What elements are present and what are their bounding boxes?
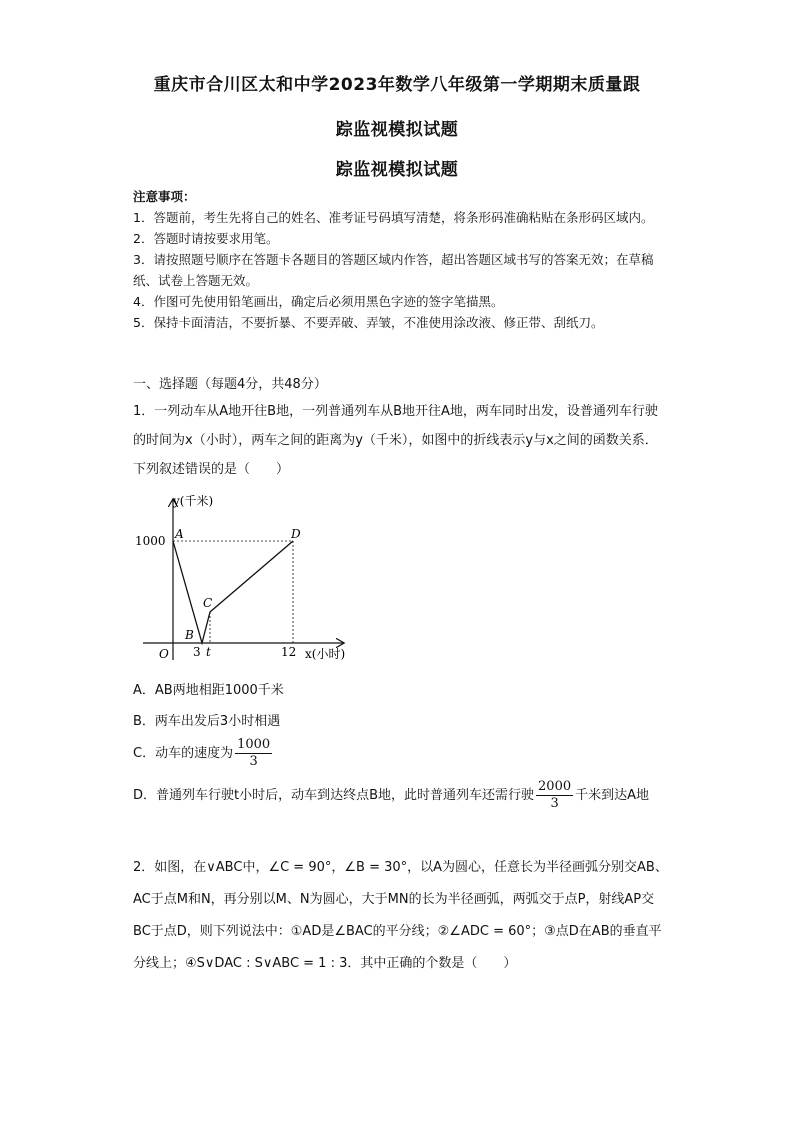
x-tick-12: 12 (281, 645, 297, 659)
note-item: 4．作图可先使用铅笔画出，确定后必须用黑色字迹的签字笔描黑。 (133, 294, 504, 309)
option-d-suffix: 千米到达A地 (575, 788, 650, 803)
fraction (235, 737, 272, 770)
fraction (536, 779, 573, 812)
note-item: 5．保持卡面清洁，不要折暴、不要弄破、弄皱，不准使用涂改液、修正带、刮纸刀。 (133, 315, 604, 330)
question-1-option-d (133, 779, 673, 812)
question-2-stem: 2．如图，在∨ABC中，∠C = 90°，∠B = 30°，以A为圆心，任意长为半径画弧分别交AB、AC于点M和N，再分别以M、N为圆心，大于MN的长为半径画弧，两弧交于点P，射线AP交BC于点D，则下列说法中：①AD是∠BAC的平分线；②∠ADC = 60°；③点D在AB的垂直平分线上；④S∨DAC : S∨ABC = 1 : 3．其中正确的个数是（ ） (133, 860, 668, 971)
section-heading: 一、选择题（每题4分，共48分） (133, 377, 327, 392)
origin-label: O (159, 647, 169, 661)
notes-heading: 注意事项： (133, 189, 196, 204)
option-c-text: C．动车的速度为 (133, 746, 234, 761)
question-1-stem: 1．一列动车从A地开往B地，一列普通列车从B地开往A地，两车同时出发，设普通列车行驶的时间为x（小时），两车之间的距离为y（千米），如图中的折线表示y与x之间的函数关系．下列叙述错误的是（ ） (133, 404, 658, 477)
y-tick-1000: 1000 (135, 534, 166, 548)
question-1-option-a: A．AB两地相距1000千米 (133, 683, 284, 698)
y-axis-label: y(千米) (173, 494, 214, 508)
point-c-label: C (203, 596, 213, 610)
exam-title-line2: 踪监视模拟试题 (335, 120, 459, 140)
option-d-text: D．普通列车行驶t小时后，动车到达终点B地，此时普通列车还需行驶 (133, 788, 535, 803)
fraction-numerator: 2000 (538, 779, 572, 794)
point-d-label: D (291, 527, 301, 541)
point-a-label: A (175, 527, 184, 541)
x-tick-3: 3 (193, 645, 201, 659)
x-tick-t: t (206, 645, 211, 659)
note-item: 1．答题前，考生先将自己的姓名、准考证号码填写清楚，将条形码准确粘贴在条形码区域内。 (133, 210, 654, 225)
notes-block (133, 186, 673, 333)
fraction-denominator: 3 (550, 796, 559, 811)
exam-title-line1: 重庆市合川区太和中学2023年数学八年级第一学期期末质量跟 (153, 75, 641, 95)
point-b-label: B (185, 628, 194, 642)
note-item: 3．请按照题号顺序在答题卡各题目的答题区域内作答，超出答题区域书写的答案无效；在草稿纸、试卷上答题无效。 (133, 252, 654, 288)
question-1-option-b: B．两车出发后3小时相遇 (133, 714, 281, 729)
question-1-option-c (133, 737, 673, 770)
fraction-denominator: 3 (249, 754, 258, 769)
note-item: 2．答题时请按要求用笔。 (133, 231, 279, 246)
question-1-graph (133, 490, 363, 670)
exam-title-line3: 踪监视模拟试题 (335, 160, 459, 180)
fraction-numerator: 1000 (237, 737, 271, 752)
x-axis-label: x(小时) (305, 647, 346, 661)
